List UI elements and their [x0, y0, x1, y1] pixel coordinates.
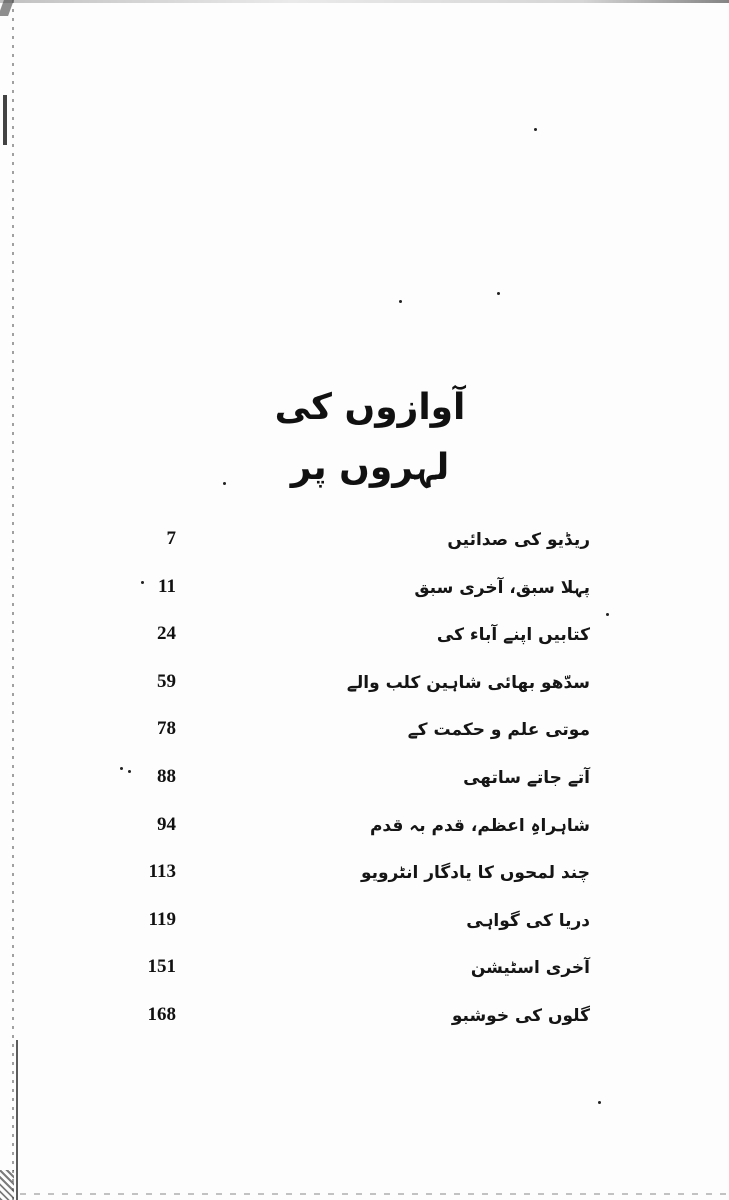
toc-entry-page-number: 24 [157, 623, 176, 645]
toc-entry [140, 855, 590, 903]
toc-entry [140, 570, 590, 618]
scan-corner-artifact [0, 1170, 14, 1200]
toc-entry [140, 998, 590, 1046]
toc-entry [140, 903, 590, 951]
scan-spine-line [12, 0, 14, 1200]
toc-entry [140, 808, 590, 856]
toc-entry-title: آخری اسٹیشن [470, 958, 590, 979]
scan-spine-mark [3, 95, 7, 145]
toc-entry [140, 665, 590, 713]
scan-speck [120, 767, 123, 770]
scan-top-edge [0, 0, 729, 3]
toc-entry-page-number: 113 [148, 861, 176, 883]
toc-entry-title: موتی علم و حکمت کے [407, 720, 590, 741]
toc-entry-page-number: 7 [166, 528, 176, 549]
scan-speck [497, 292, 500, 295]
scan-speck [606, 613, 609, 616]
scan-speck [223, 482, 226, 485]
toc-entry [140, 950, 590, 998]
scan-speck [534, 128, 537, 131]
table-of-contents [140, 522, 590, 1046]
scan-bottom-edge [20, 1193, 729, 1195]
toc-entry-title: چند لمحوں کا یادگار انٹرویو [360, 863, 590, 884]
toc-entry-title: شاہراہِ اعظم، قدم بہ قدم [369, 815, 590, 836]
scan-binding-line [16, 1040, 18, 1200]
scan-speck [399, 300, 402, 303]
toc-entry-page-number: 94 [157, 813, 176, 835]
toc-entry [140, 760, 590, 808]
scan-speck [128, 770, 131, 773]
toc-entry [140, 522, 590, 570]
toc-entry-title: ریڈیو کی صدائیں [447, 530, 590, 550]
toc-entry-page-number: 168 [147, 1003, 176, 1025]
scan-speck [598, 1101, 601, 1104]
toc-entry-title: آتے جاتے ساتھی [463, 767, 590, 788]
toc-entry-page-number: 88 [157, 765, 176, 787]
toc-entry-title: پہلا سبق، آخری سبق [414, 577, 590, 598]
toc-entry-title: دریا کی گواہی [466, 910, 590, 931]
toc-entry-page-number: 119 [148, 908, 176, 930]
toc-entry-page-number: 59 [157, 670, 176, 692]
toc-entry-page-number: 78 [157, 718, 176, 740]
toc-entry-title: گلوں کی خوشبو [451, 1005, 590, 1026]
toc-entry-page-number: 151 [147, 956, 176, 978]
toc-entry-title: کتابیں اپنے آباء کی [436, 625, 590, 646]
book-title: آوازوں کی لہروں پر [274, 387, 466, 488]
toc-entry [140, 712, 590, 760]
toc-entry-page-number: 11 [158, 575, 176, 597]
toc-entry [140, 617, 590, 665]
toc-entry-title: سدّھو بھائی شاہین کلب والے [346, 672, 590, 693]
